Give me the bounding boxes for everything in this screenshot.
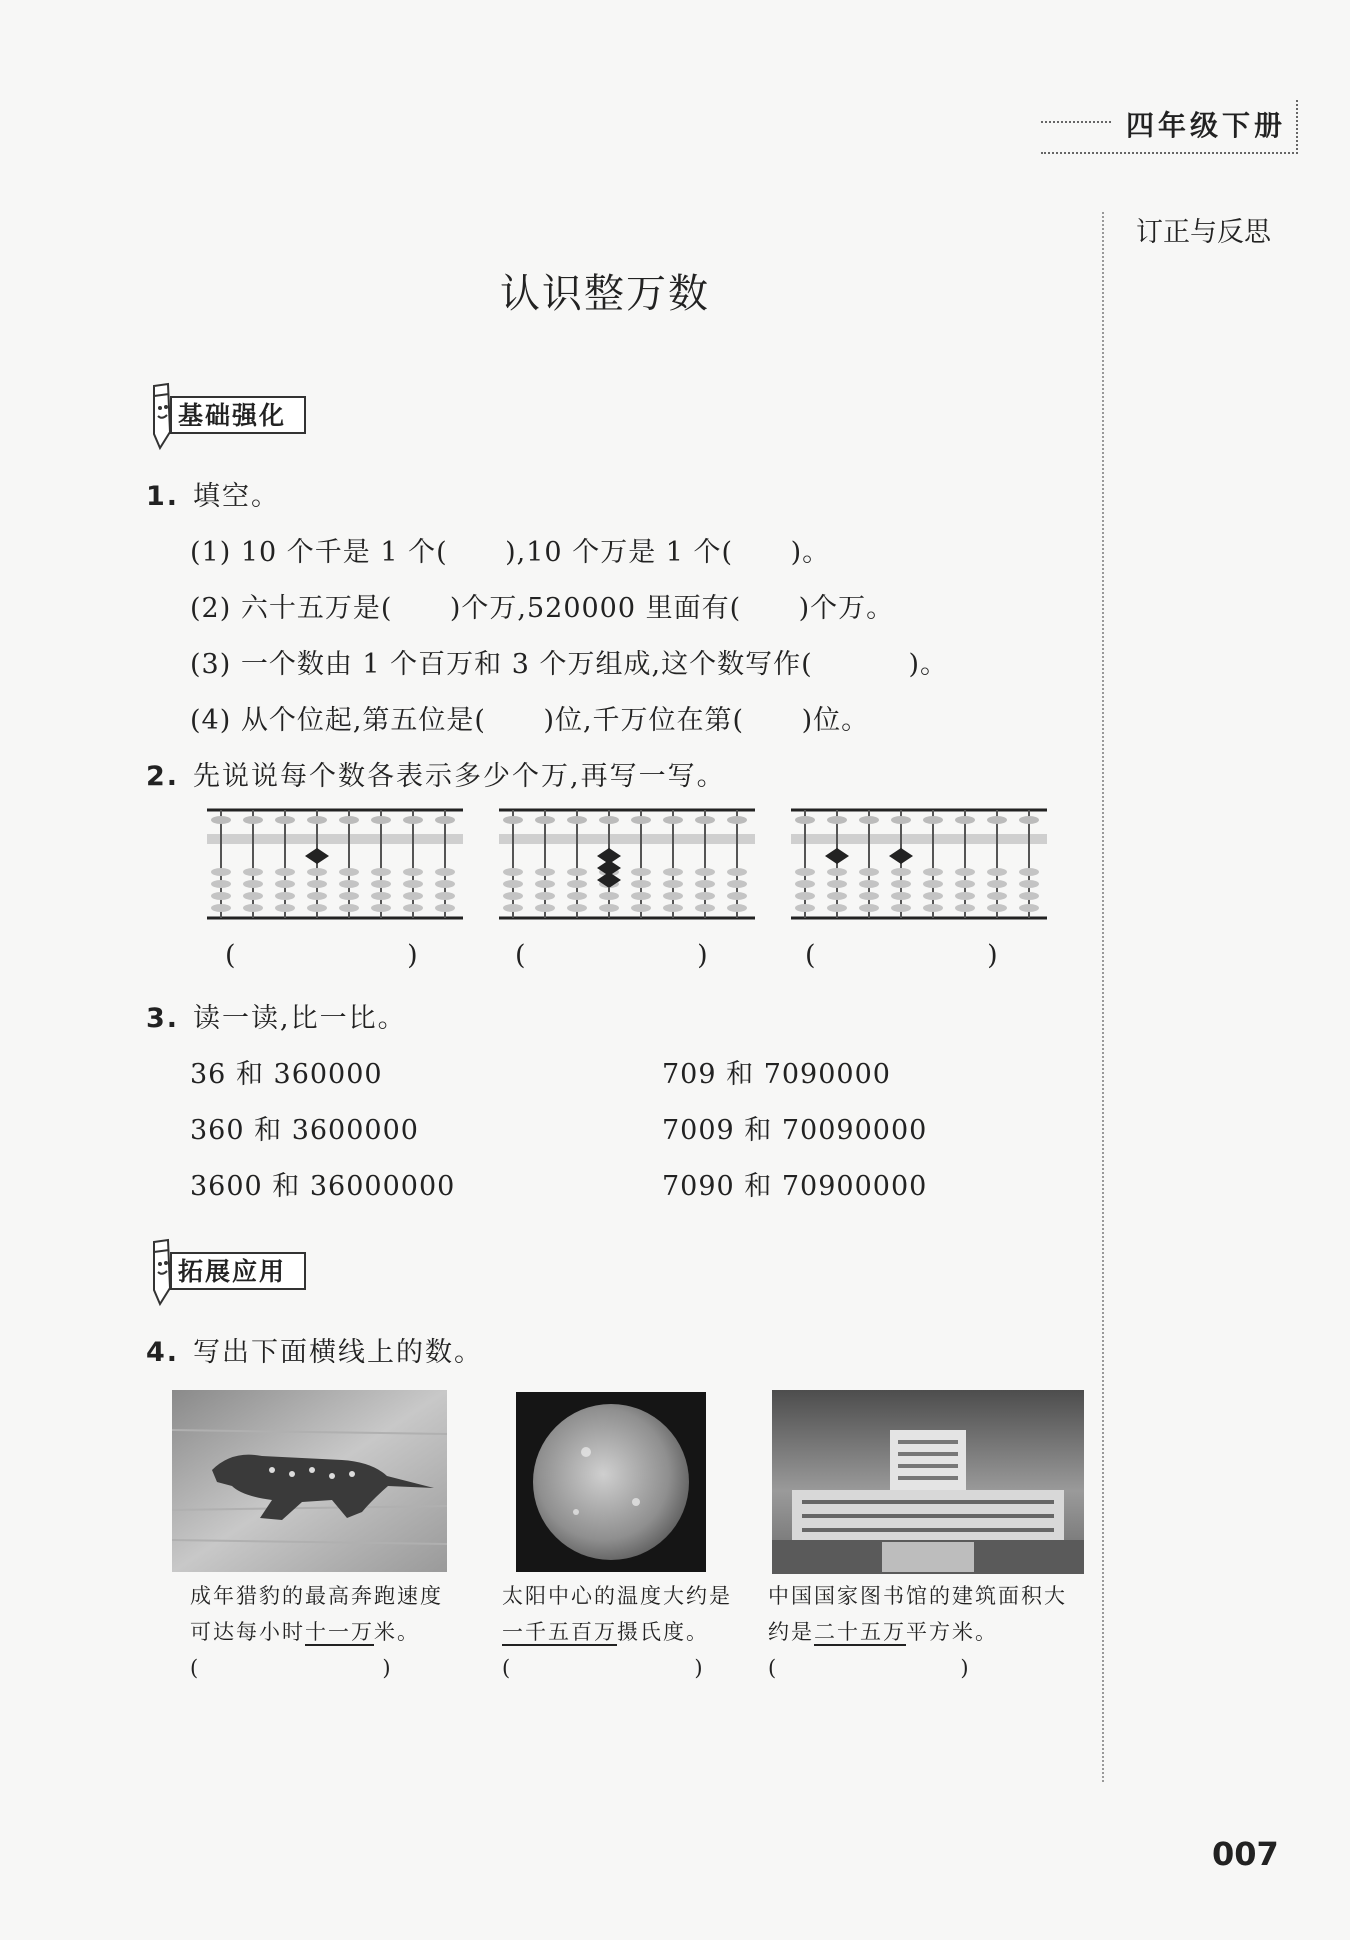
q1-item-1: (1) 10 个千是 1 个( ),10 个万是 1 个( )。 (190, 537, 831, 568)
section-extend-tag (146, 1238, 306, 1286)
grade-label: 四年级下册 (1125, 109, 1286, 142)
question-3-number: 3. (146, 1003, 180, 1034)
caption-cheetah (190, 1578, 443, 1686)
caption-text: 摄氏度。 (617, 1620, 709, 1644)
abacus-3 (789, 804, 1049, 924)
caption-text: 平方米。 (906, 1620, 998, 1644)
compare-pair: 36 和 360000 (190, 1059, 383, 1090)
answer-blank: ( ) (502, 1656, 705, 1680)
compare-pair: 7009 和 70090000 (662, 1115, 928, 1146)
q1-item-2: (2) 六十五万是( )个万,520000 里面有( )个万。 (190, 593, 895, 624)
answer-blank: ( ) (768, 1656, 971, 1680)
reflection-column-title: 订正与反思 (1136, 217, 1271, 248)
abacus-2 (497, 804, 757, 924)
compare-pair: 709 和 7090000 (662, 1059, 891, 1090)
cheetah-photo (172, 1390, 447, 1572)
question-3 (146, 996, 407, 1035)
underlined-number: 二十五万 (814, 1620, 906, 1644)
section-basic-label: 基础强化 (178, 401, 287, 430)
caption-text: 约是 (768, 1620, 814, 1644)
abacus-1 (205, 804, 465, 924)
abacus-1-answer: ( ) (225, 940, 418, 971)
caption-line: 成年猎豹的最高奔跑速度 (190, 1584, 443, 1608)
underlined-number: 十一万 (305, 1620, 374, 1644)
compare-pair: 360 和 3600000 (190, 1115, 419, 1146)
compare-pair: 3600 和 36000000 (190, 1171, 456, 1202)
page-number: 007 (1212, 1835, 1279, 1873)
section-extend-label: 拓展应用 (178, 1257, 287, 1286)
question-2-prompt: 先说说每个数各表示多少个万,再写一写。 (193, 761, 726, 792)
margin-divider (1102, 212, 1104, 1782)
question-4-number: 4. (146, 1337, 180, 1368)
underlined-number: 一千五百万 (502, 1620, 617, 1644)
caption-line: 中国国家图书馆的建筑面积大 (768, 1584, 1067, 1608)
question-1-prompt: 填空。 (193, 481, 281, 512)
question-1-number: 1. (146, 481, 180, 512)
abacus-3-answer: ( ) (805, 940, 998, 971)
question-4-prompt: 写出下面横线上的数。 (193, 1337, 484, 1368)
caption-text: 米。 (374, 1620, 420, 1644)
compare-pair: 7090 和 70900000 (662, 1171, 928, 1202)
caption-line: 太阳中心的温度大约是 (502, 1584, 732, 1608)
sun-photo (516, 1392, 706, 1572)
q1-item-3: (3) 一个数由 1 个百万和 3 个万组成,这个数写作( )。 (190, 649, 948, 680)
q1-item-4: (4) 从个位起,第五位是( )位,千万位在第( )位。 (190, 705, 870, 736)
caption-library (768, 1578, 1067, 1686)
answer-blank: ( ) (190, 1656, 393, 1680)
grade-label-box (1041, 100, 1298, 154)
page-title: 认识整万数 (500, 271, 710, 317)
question-4 (146, 1330, 483, 1369)
question-1 (146, 474, 280, 513)
question-3-prompt: 读一读,比一比。 (193, 1003, 407, 1034)
section-basic-tag (146, 382, 306, 430)
library-photo (772, 1390, 1084, 1574)
caption-sun (502, 1578, 732, 1686)
question-2-number: 2. (146, 761, 180, 792)
caption-text: 可达每小时 (190, 1620, 305, 1644)
question-2 (146, 754, 726, 793)
abacus-2-answer: ( ) (515, 940, 708, 971)
